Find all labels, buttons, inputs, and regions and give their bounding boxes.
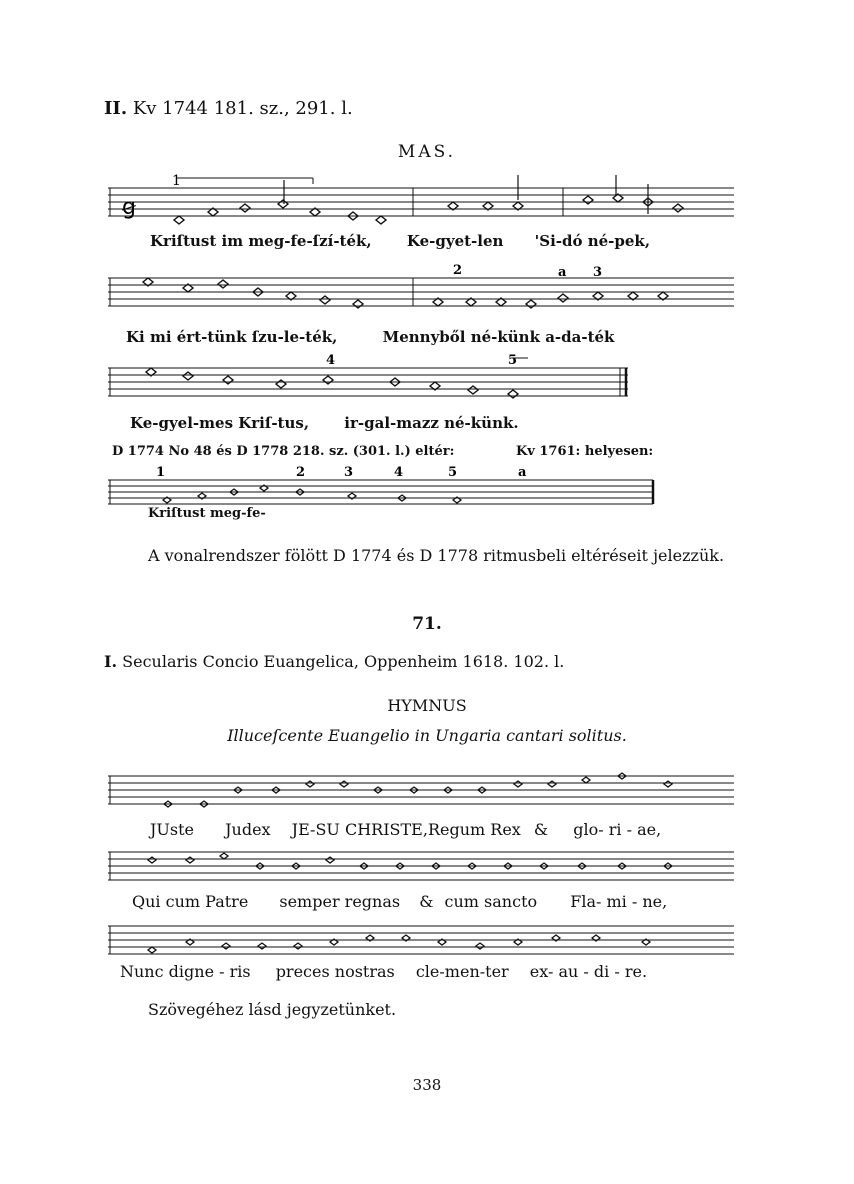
- lyric-phrase: cle-men-ter: [415, 962, 509, 981]
- mark-4: 4: [326, 353, 336, 368]
- variant-note-right: Kv 1761: helyesen:: [516, 444, 654, 459]
- source-line: [104, 98, 353, 119]
- music-staff-hymn-1: [108, 762, 738, 812]
- music-staff-1: [108, 170, 738, 230]
- lyric-phrase: JUste: [150, 820, 195, 839]
- mark-v5: 5: [448, 465, 458, 480]
- subtitle: Illuceſcente Euangelio in Ungaria cantari solitus.: [227, 726, 627, 745]
- hymn-note: Szövegéhez lásd jegyzetünket.: [148, 1000, 397, 1019]
- footnote: A vonalrendszer fölött D 1774 és D 1778 ritmusbeli eltéréseit jelezzük.: [148, 546, 725, 565]
- variant-note: D 1774 No 48 és D 1778 218. sz. (301. l.) eltér:: [112, 444, 455, 459]
- music-staff-hymn-3: [108, 912, 738, 962]
- lyrics-line: [132, 892, 667, 911]
- mark-va: a: [518, 465, 527, 480]
- mark-a: a: [558, 265, 567, 280]
- music-staff-2: [108, 258, 738, 318]
- mark-3: 3: [593, 265, 603, 280]
- lyrics-line: [126, 328, 614, 346]
- mark-v2: 2: [296, 465, 306, 480]
- lyric-phrase: Ke-gyel-mes Kriſ-tus,: [130, 414, 310, 432]
- lyric-phrase: ex- au - di - re.: [529, 962, 648, 981]
- mark-v1: 1: [156, 465, 166, 480]
- lyric-phrase: Qui cum Patre: [132, 892, 249, 911]
- mark-v3: 3: [344, 465, 354, 480]
- source-line: [104, 652, 564, 671]
- lyric-phrase: &: [419, 892, 434, 911]
- melody-title: HYMNUS: [387, 696, 467, 715]
- lyric-phrase: preces nostras: [275, 962, 395, 981]
- lyric-phrase: Mennyből né-künk a-da-ték: [382, 328, 615, 346]
- c-clef-icon: ꞡ: [122, 195, 136, 220]
- lyric-phrase: 'Si-dó né-pek,: [534, 232, 651, 250]
- lyrics-line: [120, 962, 647, 981]
- lyric-phrase: Nunc digne - ris: [120, 962, 251, 981]
- lyrics-line: [130, 414, 519, 432]
- music-staff-3: [108, 352, 638, 412]
- lyric-phrase: cum sancto: [444, 892, 538, 911]
- lyric-phrase: Kriſtust im meg-fe-ſzí-ték,: [150, 232, 372, 250]
- mark-1: 1: [172, 173, 181, 189]
- lyric-phrase: JE-SU CHRISTE,Regum Rex: [291, 820, 521, 839]
- source-text: Kv 1744 181. sz., 291. l.: [132, 98, 353, 119]
- lyrics-line: [150, 820, 661, 839]
- mark-5: 5: [508, 353, 518, 368]
- source-number: I.: [104, 652, 118, 671]
- lyric-phrase: Judex: [225, 820, 271, 839]
- mark-2: 2: [453, 263, 463, 278]
- melody-title: MAS.: [397, 142, 457, 162]
- mark-v4: 4: [394, 465, 404, 480]
- lyric-phrase: &: [533, 820, 549, 839]
- lyric-phrase: ir-gal-mazz né-künk.: [344, 414, 519, 432]
- lyrics-line: [150, 232, 650, 250]
- music-staff-variant: [108, 462, 658, 512]
- hymn-number: 71.: [412, 614, 442, 634]
- music-staff-hymn-2: [108, 838, 738, 888]
- lyric-phrase: glo- ri - ae,: [573, 820, 662, 839]
- lyric-phrase: Fla- mi - ne,: [570, 892, 668, 911]
- page-number: 338: [412, 1076, 442, 1094]
- source-text: Secularis Concio Euangelica, Oppenheim 1618. 102. l.: [122, 652, 565, 671]
- lyric-phrase: Ki mi ért-tünk ſzu-le-ték,: [126, 328, 338, 346]
- source-number: II.: [104, 98, 128, 119]
- variant-lyrics: Kriſtust meg-fe-: [148, 506, 266, 521]
- lyric-phrase: Ke-gyet-len: [406, 232, 504, 250]
- lyric-phrase: semper regnas: [279, 892, 401, 911]
